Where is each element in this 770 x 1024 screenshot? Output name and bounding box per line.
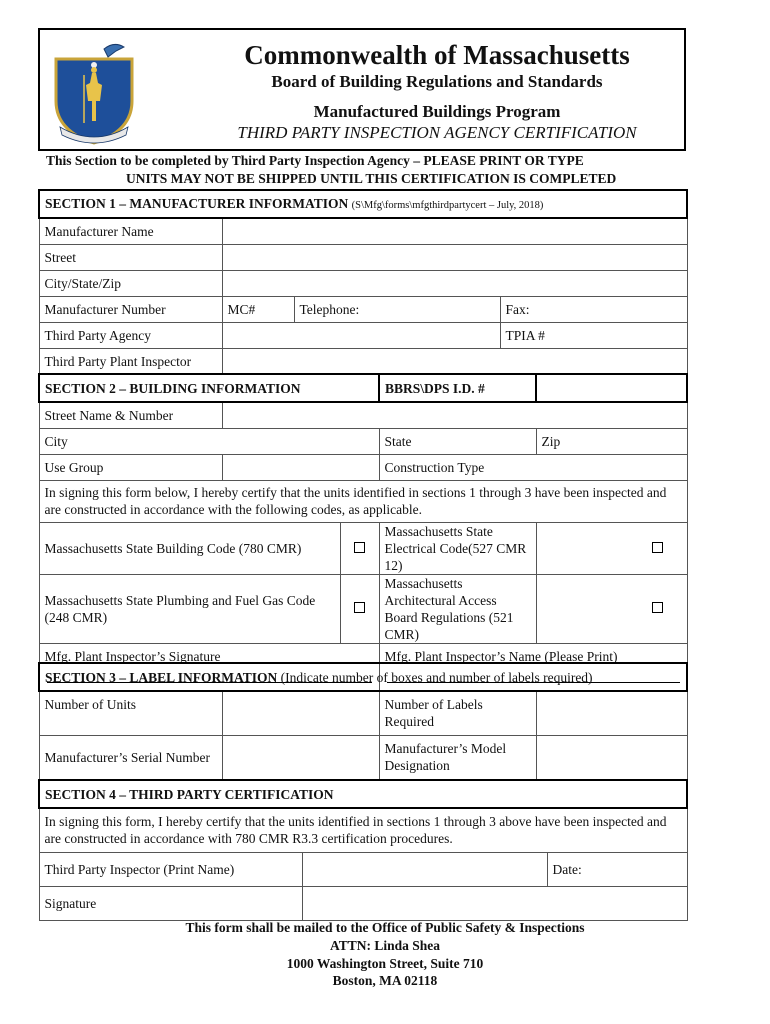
section-2-table <box>38 373 688 692</box>
third-party-agency-field[interactable] <box>222 322 500 348</box>
mailing-city: Boston, MA 02118 <box>332 973 438 988</box>
serial-number-label: Manufacturer’s Serial Number <box>39 735 222 779</box>
tpia-number-field[interactable]: TPIA # <box>500 322 687 348</box>
street-name-field[interactable] <box>222 402 687 428</box>
telephone-field[interactable]: Telephone: <box>294 296 500 322</box>
number-of-labels-field[interactable] <box>536 691 687 735</box>
form-header <box>38 28 686 151</box>
access-code-label: Massachusetts Architectural Access Board Regulations (521 CMR) <box>379 574 536 643</box>
state-field[interactable]: State <box>379 428 536 454</box>
model-designation-field[interactable] <box>536 735 687 779</box>
city-field[interactable]: City <box>39 428 379 454</box>
form-reference: (S\Mfg\forms\mfgthirdpartycert – July, 2018) <box>351 199 544 211</box>
bbrs-id-field[interactable]: BBRS\DPS I.D. # <box>379 374 536 402</box>
number-of-labels-label: Number of Labels Required <box>379 691 536 735</box>
zip-field[interactable]: Zip <box>536 428 687 454</box>
construction-type-field[interactable]: Construction Type <box>379 454 687 480</box>
page-title: Commonwealth of Massachusetts <box>244 40 630 70</box>
date-field[interactable]: Date: <box>547 852 687 886</box>
section-1-table <box>38 189 688 375</box>
signature-field[interactable] <box>302 886 687 920</box>
section-4-table <box>38 779 688 921</box>
mailing-street: 1000 Washington Street, Suite 710 <box>286 956 484 971</box>
checkbox-icon <box>354 602 365 613</box>
plumbing-code-label: Massachusetts State Plumbing and Fuel Gas Code (248 CMR) <box>39 574 340 643</box>
street-label: Street <box>39 244 222 270</box>
fax-field[interactable]: Fax: <box>500 296 687 322</box>
city-state-zip-field[interactable] <box>222 270 687 296</box>
checkbox-icon <box>354 542 365 553</box>
building-code-checkbox[interactable] <box>340 522 379 574</box>
inspector-name-label: Mfg. Plant Inspector’s Name (Please Print) <box>384 648 618 664</box>
inspector-print-name-field[interactable] <box>302 852 547 886</box>
street-name-label: Street Name & Number <box>39 402 222 428</box>
plant-inspector-field[interactable] <box>222 348 687 374</box>
electrical-code-checkbox[interactable] <box>536 522 687 574</box>
code-certification-statement: In signing this form below, I hereby certify that the units identified in sections 1 through 3 have been inspected and are constructed in accordance with the following codes, as applicable. <box>39 480 687 522</box>
section-3-table <box>38 662 688 780</box>
board-name: Board of Building Regulations and Standards <box>271 72 603 91</box>
plant-inspector-label: Third Party Plant Inspector <box>39 348 222 374</box>
number-of-units-field[interactable] <box>222 691 379 735</box>
section-1-heading: SECTION 1 – MANUFACTURER INFORMATION (S\Mfg\forms\mfgthirdpartycert – July, 2018) <box>39 190 687 218</box>
section-2-heading: SECTION 2 – BUILDING INFORMATION <box>39 374 379 402</box>
serial-number-field[interactable] <box>222 735 379 779</box>
section-3-note: (Indicate number of boxes and number of labels required) <box>280 669 593 685</box>
mailing-attention: ATTN: Linda Shea <box>329 938 441 953</box>
manufacturer-name-field[interactable] <box>222 218 687 244</box>
manufacturer-name-label: Manufacturer Name <box>39 218 222 244</box>
third-party-agency-label: Third Party Agency <box>39 322 222 348</box>
number-of-units-label: Number of Units <box>39 691 222 735</box>
checkbox-icon <box>652 542 663 553</box>
third-party-certification-statement: In signing this form, I hereby certify that the units identified in sections 1 through 3 above have been inspected and are constructed in accordance with 780 CMR R3.3 certification procedures. <box>39 808 687 852</box>
program-name: Manufactured Buildings Program <box>313 102 561 121</box>
inspector-signature-label: Mfg. Plant Inspector’s Signature <box>44 648 221 664</box>
use-group-field[interactable] <box>222 454 379 480</box>
building-code-label: Massachusetts State Building Code (780 CMR) <box>39 522 340 574</box>
section-4-heading: SECTION 4 – THIRD PARTY CERTIFICATION <box>39 780 687 808</box>
mc-number-field[interactable]: MC# <box>222 296 294 322</box>
massachusetts-seal-icon <box>46 39 142 147</box>
manufacturer-number-label: Manufacturer Number <box>39 296 222 322</box>
model-designation-label: Manufacturer’s Model Designation <box>379 735 536 779</box>
mailing-instruction: This form shall be mailed to the Office of Public Safety & Inspections <box>185 920 585 935</box>
electrical-code-label: Massachusetts State Electrical Code(527 CMR 12) <box>379 522 536 574</box>
use-group-label: Use Group <box>39 454 222 480</box>
instruction-line-1: This Section to be completed by Third Party Inspection Agency – PLEASE PRINT OR TYPE <box>46 153 584 168</box>
instruction-line-2: UNITS MAY NOT BE SHIPPED UNTIL THIS CERTIFICATION IS COMPLETED <box>126 171 617 186</box>
section-3-heading: SECTION 3 – LABEL INFORMATION (Indicate number of boxes and number of labels required) <box>39 663 687 691</box>
access-code-checkbox[interactable] <box>536 574 687 643</box>
street-field[interactable] <box>222 244 687 270</box>
plumbing-code-checkbox[interactable] <box>340 574 379 643</box>
certification-title: THIRD PARTY INSPECTION AGENCY CERTIFICATION <box>237 123 637 142</box>
checkbox-icon <box>652 602 663 613</box>
inspector-print-name-label: Third Party Inspector (Print Name) <box>39 852 302 886</box>
bbrs-id-value[interactable] <box>536 374 687 402</box>
signature-label: Signature <box>39 886 302 920</box>
city-state-zip-label: City/State/Zip <box>39 270 222 296</box>
